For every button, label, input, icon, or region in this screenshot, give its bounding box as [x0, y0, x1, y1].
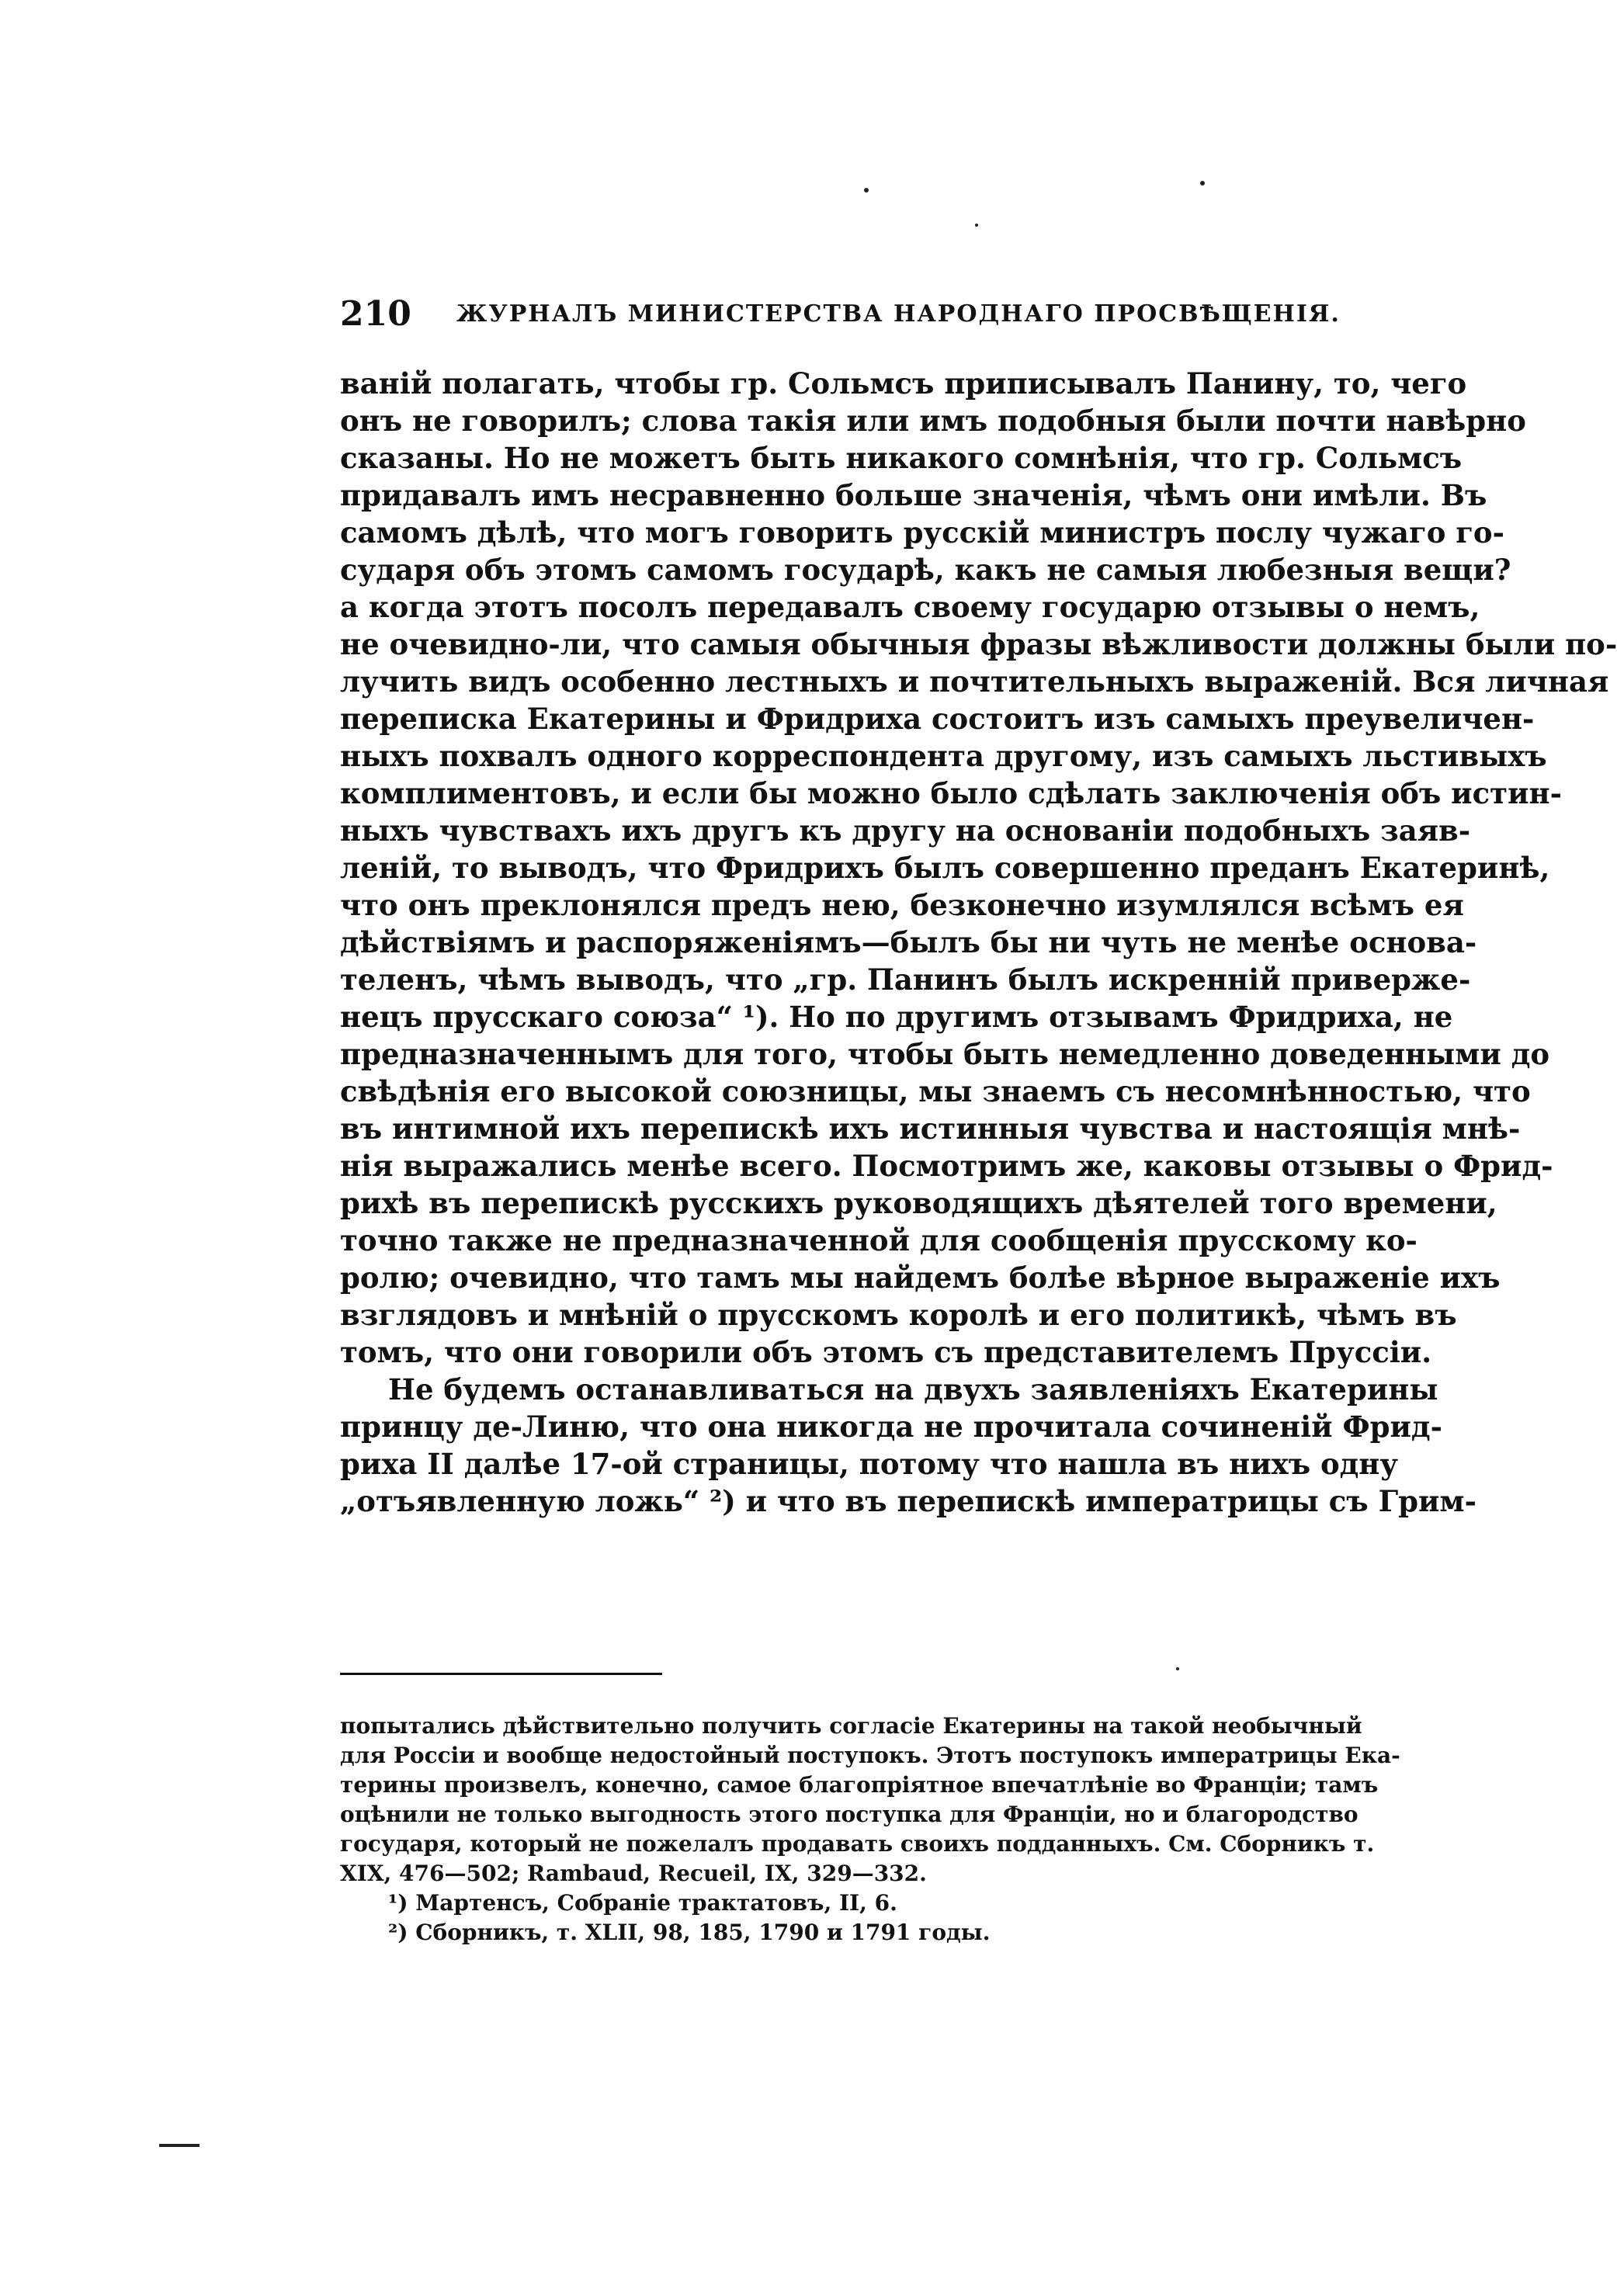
body-line: не очевидно-ли, что самыя обычныя фразы вѣжливости должны были по-: [340, 627, 1617, 661]
body-line: сударя объ этомъ самомъ государѣ, какъ не самыя любезныя вещи?: [340, 553, 1511, 587]
body-line: придавалъ имъ несравненно больше значенія, чѣмъ они имѣли. Въ: [340, 478, 1487, 512]
body-line: сказаны. Но не можетъ быть никакого сомнѣнія, что гр. Сольмсъ: [340, 441, 1463, 475]
body-line: точно также не предназначенной для сообщенія прусскому ко-: [340, 1223, 1417, 1257]
scan-speck: [1200, 181, 1205, 186]
body-line: принцу де-Линю, что она никогда не прочитала сочиненій Фрид-: [340, 1410, 1442, 1444]
body-line: ныхъ похвалъ одного корреспондента другому, изъ самыхъ льстивыхъ: [340, 739, 1547, 773]
running-title: ЖУРНАЛЪ МИНИСТЕРСТВА НАРОДНАГО ПРОСВѢЩЕНІЯ.: [456, 300, 1341, 328]
body-line: ваній полагать, чтобы гр. Сольмсъ приписывалъ Панину, то, чего: [340, 366, 1467, 401]
footnotes: [340, 1712, 1400, 1947]
body-line: нія выражались менѣе всего. Посмотримъ же, каковы отзывы о Фрид-: [340, 1149, 1553, 1183]
body-line: ныхъ чувствахъ ихъ другъ къ другу на основаніи подобныхъ заяв-: [340, 813, 1471, 848]
body-line: самомъ дѣлѣ, что могъ говорить русскій министръ послу чужаго го-: [340, 515, 1504, 550]
body-line: леній, то выводъ, что Фридрихъ былъ совершенно преданъ Екатеринѣ,: [340, 851, 1550, 885]
footnote-line: государя, который не пожелалъ продавать своихъ подданныхъ. См. Сборникъ т.: [340, 1831, 1375, 1857]
footnote-line: для Россіи и вообще недостойный поступокъ. Этотъ поступокъ императрицы Ека-: [340, 1743, 1400, 1768]
scan-speck: [975, 224, 978, 227]
body-line: свѣдѣнія его высокой союзницы, мы знаемъ съ несомнѣнностью, что: [340, 1074, 1531, 1108]
body-line: дѣйствіямъ и распоряженіямъ—былъ бы ни чуть не менѣе основа-: [340, 925, 1477, 959]
footnote-line: попытались дѣйствительно получить согласіе Екатерины на такой необычный: [340, 1713, 1362, 1739]
body-line: рихѣ въ перепискѣ русскихъ руководящихъ дѣятелей того времени,: [340, 1186, 1497, 1220]
body-line: теленъ, чѣмъ выводъ, что „гр. Панинъ былъ искренній приверже-: [340, 962, 1471, 997]
page-number: 210: [340, 294, 411, 334]
footnote-line: оцѣнили не только выгодность этого поступка для Франціи, но и благородство: [340, 1802, 1358, 1827]
body-line: онъ не говорилъ; слова такія или имъ подобныя были почти навѣрно: [340, 404, 1526, 438]
body-line: риха II далѣе 17-ой страницы, потому что нашла въ нихъ одну: [340, 1447, 1399, 1481]
footnote-line: терины произвелъ, конечно, самое благопріятное впечатлѣніе во Франціи; тамъ: [340, 1772, 1379, 1798]
body-line: „отъявленную ложь“ ²) и что въ перепискѣ императрицы съ Грим-: [340, 1484, 1476, 1518]
footnote-2: ²) Сборникъ, т. XLII, 98, 185, 1790 и 1791 годы.: [388, 1920, 991, 1945]
body-line: переписка Екатерины и Фридриха состоитъ изъ самыхъ преувеличен-: [340, 702, 1535, 736]
body-text: [340, 365, 1617, 1520]
footnote-line: XIX, 476—502; Rambaud, Recueil, IX, 329—332.: [340, 1861, 927, 1886]
body-line: комплиментовъ, и если бы можно было сдѣлать заключенія объ истин-: [340, 776, 1562, 810]
page-header: [340, 291, 1357, 338]
body-line: въ интимной ихъ перепискѣ ихъ истинныя чувства и настоящія мнѣ-: [340, 1112, 1521, 1146]
footnote-separator: [340, 1673, 662, 1675]
margin-mark: [159, 2144, 200, 2147]
body-line: томъ, что они говорили объ этомъ съ представителемъ Пруссіи.: [340, 1335, 1432, 1369]
scan-speck: [1176, 1667, 1179, 1670]
body-line: ролю; очевидно, что тамъ мы найдемъ болѣе вѣрное выраженіе ихъ: [340, 1261, 1501, 1295]
body-line: предназначеннымъ для того, чтобы быть немедленно доведенными до: [340, 1037, 1550, 1071]
body-line: взглядовъ и мнѣній о прусскомъ королѣ и его политикѣ, чѣмъ въ: [340, 1298, 1457, 1332]
scan-speck: [864, 188, 869, 192]
body-line: лучить видъ особенно лестныхъ и почтительныхъ выраженій. Вся личная: [340, 664, 1609, 699]
body-line: а когда этотъ посолъ передавалъ своему государю отзывы о немъ,: [340, 590, 1480, 624]
footnote-1: ¹) Мартенсъ, Собраніе трактатовъ, II, 6.: [388, 1890, 897, 1916]
body-line: Не будемъ останавливаться на двухъ заявленіяхъ Екатерины: [388, 1372, 1438, 1406]
body-line: нецъ прусскаго союза“ ¹). Но по другимъ отзывамъ Фридриха, не: [340, 1000, 1453, 1034]
body-line: что онъ преклонялся предъ нею, безконечно изумлялся всѣмъ ея: [340, 888, 1464, 922]
